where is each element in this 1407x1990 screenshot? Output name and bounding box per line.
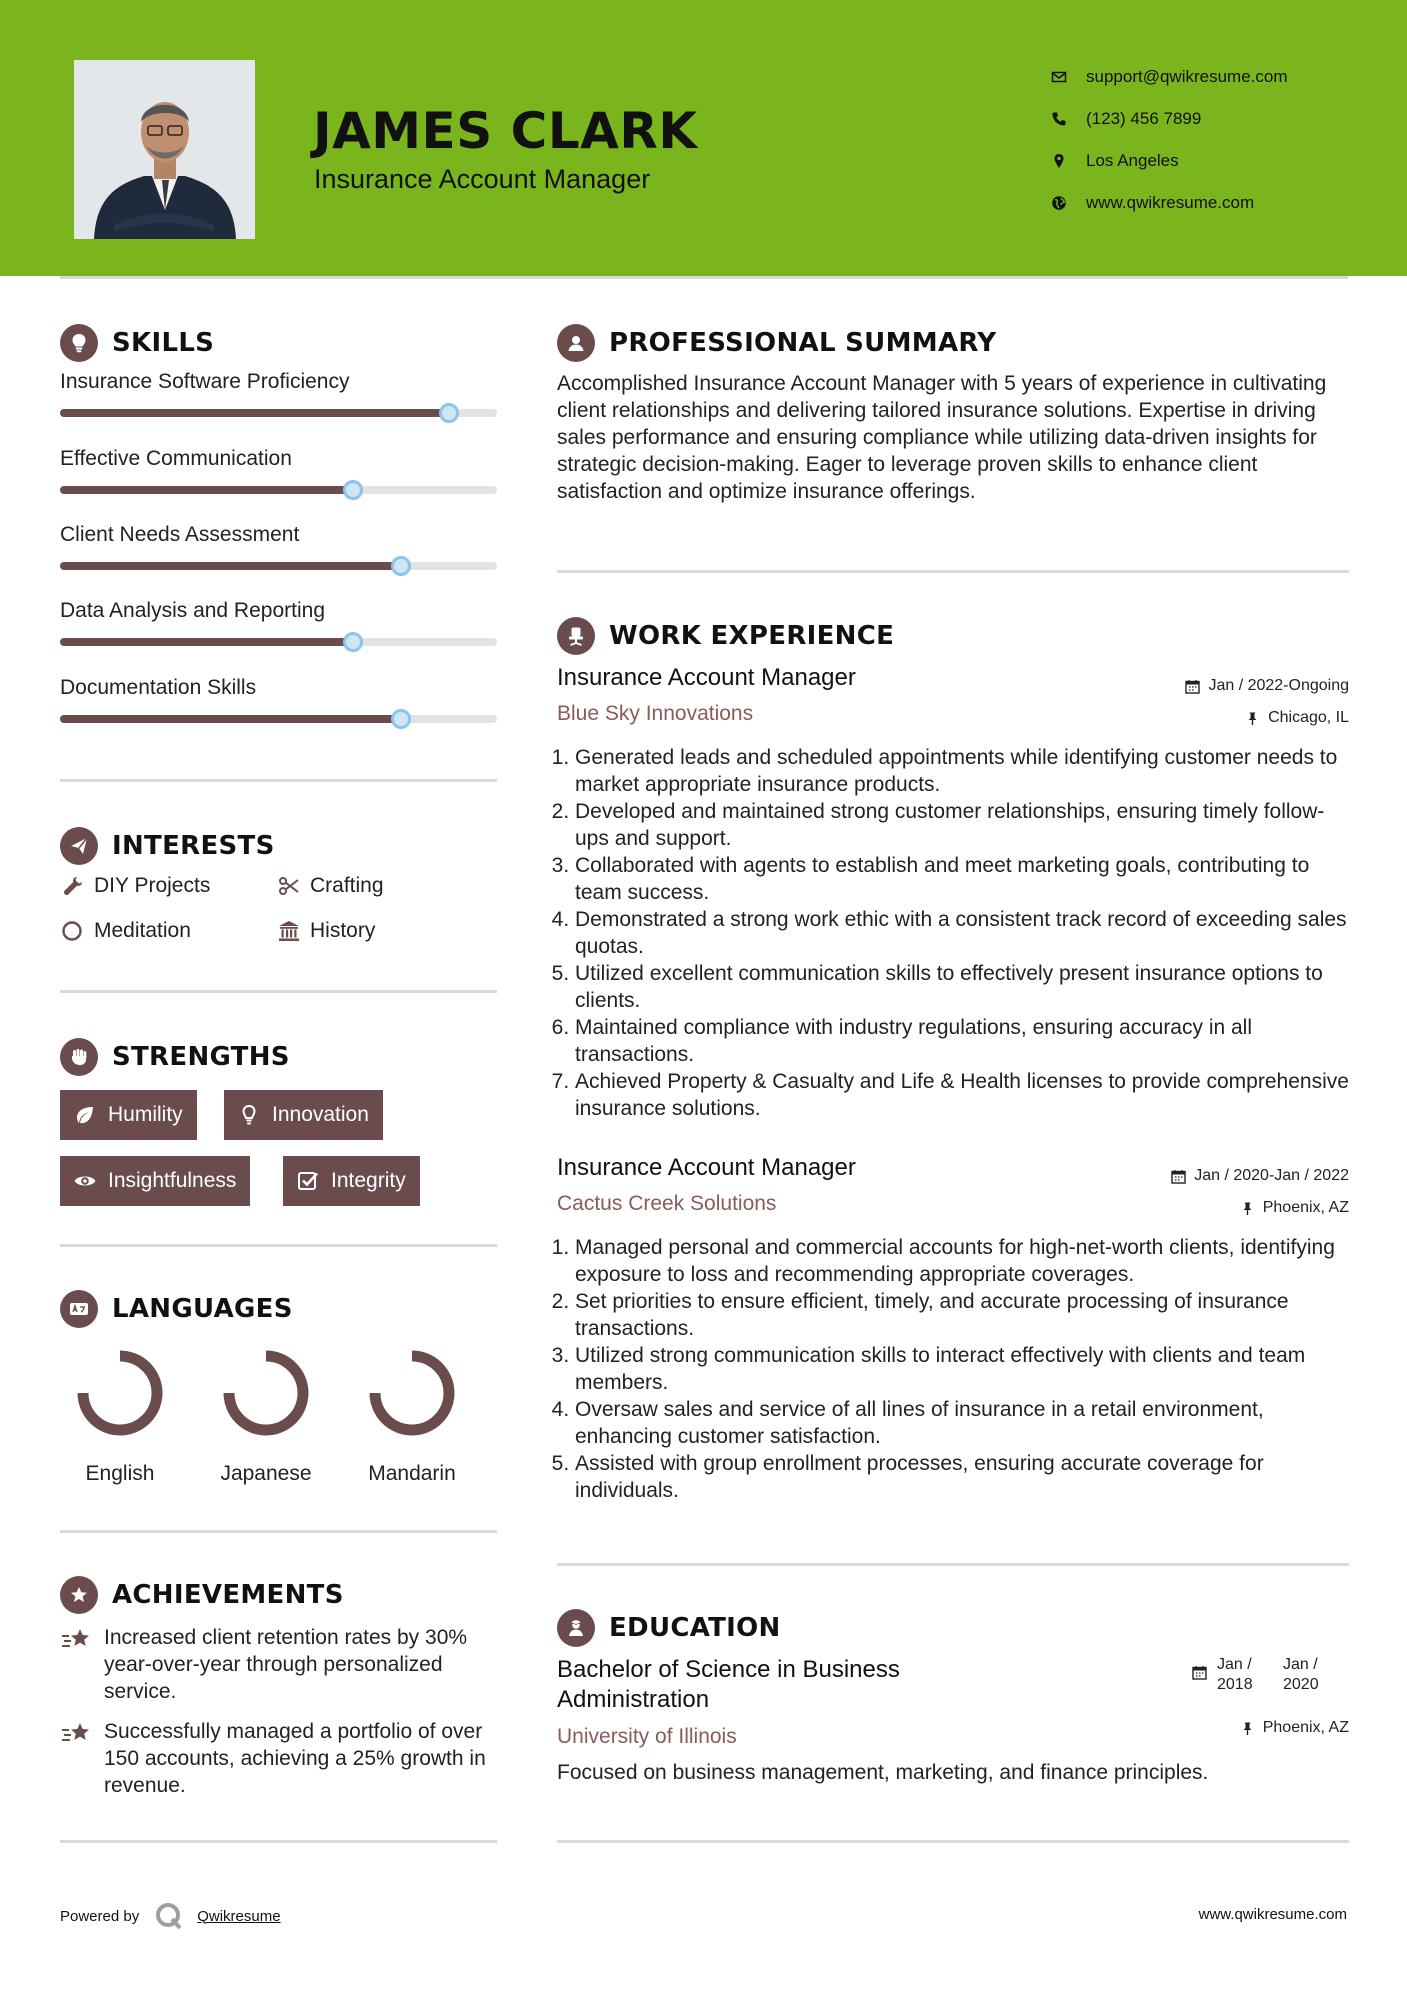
skill-track	[60, 562, 497, 570]
education-start-month: Jan /	[1217, 1656, 1252, 1673]
strengths-heading	[60, 1038, 290, 1076]
experience-title: WORK EXPERIENCE	[609, 621, 895, 651]
job-bullets	[557, 1234, 1349, 1504]
achievement-text: Increased client retention rates by 30% year-over-year through personalized service.	[104, 1626, 468, 1703]
user-icon	[557, 324, 595, 362]
interest-label: Crafting	[310, 874, 384, 897]
wrench-icon	[60, 873, 86, 899]
lightbulb-icon	[60, 324, 98, 362]
skill-track	[60, 409, 497, 417]
resume-header	[0, 0, 1407, 276]
interest-label: Meditation	[94, 919, 191, 942]
job-bullet: 1. Generated leads and scheduled appointments while identifying customer needs to market appropriate insurance products.	[575, 744, 1349, 798]
skill-track	[60, 486, 497, 494]
contact-website-text: www.qwikresume.com	[1086, 193, 1255, 212]
job-bullet: 1. Managed personal and commercial accounts for high-net-worth clients, identifying exposure to loss and recommending appropriate coverages.	[575, 1234, 1349, 1288]
language-icon	[60, 1290, 98, 1328]
skill-item	[60, 676, 497, 700]
contact-website[interactable]	[1050, 182, 1288, 224]
education-description: Focused on business management, marketing, and finance principles.	[557, 1761, 1209, 1784]
achievement-item	[60, 1624, 497, 1705]
qwikresume-link[interactable]: Qwikresume	[197, 1907, 281, 1925]
job-company: Blue Sky Innovations	[557, 702, 754, 725]
job-bullet: 3. Utilized strong communication skills to interact effectively with clients and team members.	[575, 1342, 1349, 1396]
check-square-icon	[295, 1168, 321, 1194]
language-item	[352, 1346, 472, 1486]
raised-fist-icon	[60, 1038, 98, 1076]
strength-label: Humility	[108, 1103, 183, 1126]
education-end-year: 2020	[1283, 1676, 1319, 1693]
language-name: English	[85, 1462, 155, 1485]
job-bullets	[557, 744, 1349, 1122]
job-meta	[1171, 1160, 1349, 1224]
section-divider	[557, 1840, 1349, 1843]
contact-email[interactable]	[1050, 56, 1288, 98]
achievements-heading	[60, 1576, 344, 1614]
eye-icon	[72, 1168, 98, 1194]
achievement-text: Successfully managed a portfolio of over 150 accounts, achieving a 25% growth in revenue.	[104, 1720, 486, 1797]
skill-item	[60, 599, 497, 623]
job-meta	[1185, 670, 1349, 734]
pushpin-icon	[1245, 711, 1260, 726]
language-item	[206, 1346, 326, 1486]
achievements-title: ACHIEVEMENTS	[112, 1580, 344, 1610]
strength-label: Integrity	[331, 1169, 406, 1192]
graduate-icon	[557, 1609, 595, 1647]
strength-tag	[60, 1156, 250, 1206]
education-meta	[1192, 1655, 1349, 1737]
pushpin-icon	[1240, 1721, 1255, 1736]
summary-heading	[557, 324, 996, 362]
skill-item	[60, 523, 497, 547]
lightbulb-icon	[236, 1102, 262, 1128]
section-divider	[557, 1563, 1349, 1566]
education-title: EDUCATION	[609, 1613, 781, 1643]
job-bullet: 7. Achieved Property & Casualty and Life & Health licenses to provide comprehensive insurance solutions.	[575, 1068, 1349, 1122]
summary-title: PROFESSIONAL SUMMARY	[609, 328, 997, 358]
contact-list	[1050, 56, 1288, 224]
contact-phone-text: (123) 456 7899	[1086, 109, 1202, 128]
achievement-item	[60, 1718, 497, 1799]
shooting-star-icon	[60, 1624, 92, 1705]
job-dates: Jan / 2020-Jan / 2022	[1194, 1167, 1349, 1184]
languages-title: LANGUAGES	[112, 1294, 293, 1324]
shooting-star-icon	[60, 1718, 92, 1799]
education-start	[1217, 1655, 1283, 1695]
interest-item	[276, 918, 375, 944]
education-location: Phoenix, AZ	[1262, 1719, 1349, 1736]
strength-label: Insightfulness	[108, 1169, 237, 1192]
language-name: Mandarin	[368, 1462, 456, 1485]
strength-tag	[224, 1090, 383, 1140]
job-location: Chicago, IL	[1268, 709, 1349, 726]
job-title: Insurance Account Manager	[557, 1154, 856, 1181]
qwikresume-logo-icon	[153, 1900, 185, 1932]
skill-fill	[60, 562, 401, 570]
envelope-icon	[1050, 68, 1068, 86]
header-divider	[60, 276, 1348, 279]
job-location: Phoenix, AZ	[1262, 1199, 1349, 1216]
interest-item	[60, 918, 191, 944]
summary-text: Accomplished Insurance Account Manager with 5 years of experience in cultivating client relationships and delivering tailored insurance solutions. Expertise in driving sales performance and ensuring compliance while utilizing data-driven insights for strategic decision-making. Eager to leverage proven skills to enhance client satisfaction and optimize insurance offerings.	[557, 372, 1327, 503]
skill-fill	[60, 409, 449, 417]
skill-name: Documentation Skills	[60, 676, 257, 699]
skill-fill	[60, 486, 353, 494]
experience-heading	[557, 617, 894, 655]
language-item	[60, 1346, 180, 1486]
skills-heading	[60, 324, 214, 362]
globe-icon	[1050, 194, 1068, 212]
job-bullet: 5. Assisted with group enrollment processes, ensuring accurate coverage for individuals.	[575, 1450, 1349, 1504]
candidate-title: Insurance Account Manager	[314, 164, 651, 194]
phone-icon	[1050, 110, 1068, 128]
contact-email-text: support@qwikresume.com	[1086, 67, 1288, 86]
education-school: University of Illinois	[557, 1725, 737, 1748]
skill-knob	[391, 556, 411, 576]
interest-item	[276, 873, 384, 899]
skill-knob	[343, 480, 363, 500]
skill-track	[60, 715, 497, 723]
leaf-icon	[72, 1102, 98, 1128]
job-company: Cactus Creek Solutions	[557, 1192, 777, 1215]
language-level-ring	[73, 1346, 167, 1440]
job-entry	[557, 664, 1349, 1122]
skills-title: SKILLS	[112, 328, 215, 358]
section-divider	[60, 1530, 497, 1533]
profile-photo	[74, 60, 255, 239]
powered-by-label: Powered by	[60, 1907, 140, 1925]
section-divider	[60, 990, 497, 993]
interests-title: INTERESTS	[112, 831, 275, 861]
calendar-icon	[1192, 1665, 1207, 1680]
language-level-ring	[365, 1346, 459, 1440]
skill-track	[60, 638, 497, 646]
skill-fill	[60, 638, 353, 646]
office-chair-icon	[557, 617, 595, 655]
skill-name: Insurance Software Proficiency	[60, 370, 350, 393]
education-start-year: 2018	[1217, 1676, 1253, 1693]
job-title: Insurance Account Manager	[557, 664, 856, 691]
job-bullet: 4. Oversaw sales and service of all lines of insurance in a retail environment, enhancing customer satisfaction.	[575, 1396, 1349, 1450]
interest-label: History	[310, 919, 376, 942]
calendar-icon	[1185, 679, 1200, 694]
languages-heading	[60, 1290, 293, 1328]
job-bullet: 6. Maintained compliance with industry regulations, ensuring accuracy in all transactions.	[575, 1014, 1349, 1068]
contact-phone[interactable]	[1050, 98, 1288, 140]
skill-knob	[439, 403, 459, 423]
education-heading	[557, 1609, 781, 1647]
circle-icon	[60, 918, 86, 944]
calendar-icon	[1171, 1169, 1186, 1184]
star-badge-icon	[60, 1576, 98, 1614]
contact-location-text: Los Angeles	[1086, 151, 1179, 170]
strength-tag	[60, 1090, 197, 1140]
interests-heading	[60, 827, 275, 865]
skill-name: Client Needs Assessment	[60, 523, 300, 546]
job-bullet: 2. Set priorities to ensure efficient, timely, and accurate processing of insurance transactions.	[575, 1288, 1349, 1342]
language-name: Japanese	[220, 1462, 312, 1485]
education-entry	[557, 1655, 1349, 1785]
strength-tag	[283, 1156, 420, 1206]
skill-name: Data Analysis and Reporting	[60, 599, 325, 622]
section-divider	[60, 779, 497, 782]
section-divider	[60, 1840, 497, 1843]
job-bullet: 2. Developed and maintained strong customer relationships, ensuring timely follow-ups and support.	[575, 798, 1349, 852]
strength-label: Innovation	[272, 1103, 369, 1126]
candidate-name: JAMES CLARK	[313, 102, 698, 160]
skill-item	[60, 370, 497, 394]
education-end-month: Jan /	[1283, 1656, 1318, 1673]
bank-icon	[276, 918, 302, 944]
footer-powered-by	[60, 1900, 281, 1932]
paper-plane-icon	[60, 827, 98, 865]
job-bullet: 4. Demonstrated a strong work ethic with a consistent track record of exceeding sales quotas.	[575, 906, 1349, 960]
interest-label: DIY Projects	[94, 874, 211, 897]
skill-knob	[343, 632, 363, 652]
job-entry	[557, 1154, 1349, 1504]
skill-name: Effective Communication	[60, 447, 292, 470]
job-bullet: 5. Utilized excellent communication skills to effectively present insurance options to clients.	[575, 960, 1349, 1014]
education-end	[1283, 1655, 1349, 1695]
skill-knob	[391, 709, 411, 729]
section-divider	[60, 1244, 497, 1247]
job-dates: Jan / 2022-Ongoing	[1208, 677, 1349, 694]
pushpin-icon	[1240, 1201, 1255, 1216]
scissors-icon	[276, 873, 302, 899]
strengths-title: STRENGTHS	[112, 1042, 290, 1072]
education-degree: Bachelor of Science in Business Administration	[557, 1656, 900, 1713]
language-level-ring	[219, 1346, 313, 1440]
section-divider	[557, 570, 1349, 573]
job-bullet: 3. Collaborated with agents to establish and meet marketing goals, contributing to team success.	[575, 852, 1349, 906]
footer-website[interactable]: www.qwikresume.com	[1198, 1906, 1347, 1923]
skill-fill	[60, 715, 401, 723]
contact-location	[1050, 140, 1288, 182]
interest-item	[60, 873, 210, 899]
map-pin-icon	[1050, 152, 1068, 170]
skill-item	[60, 447, 497, 471]
